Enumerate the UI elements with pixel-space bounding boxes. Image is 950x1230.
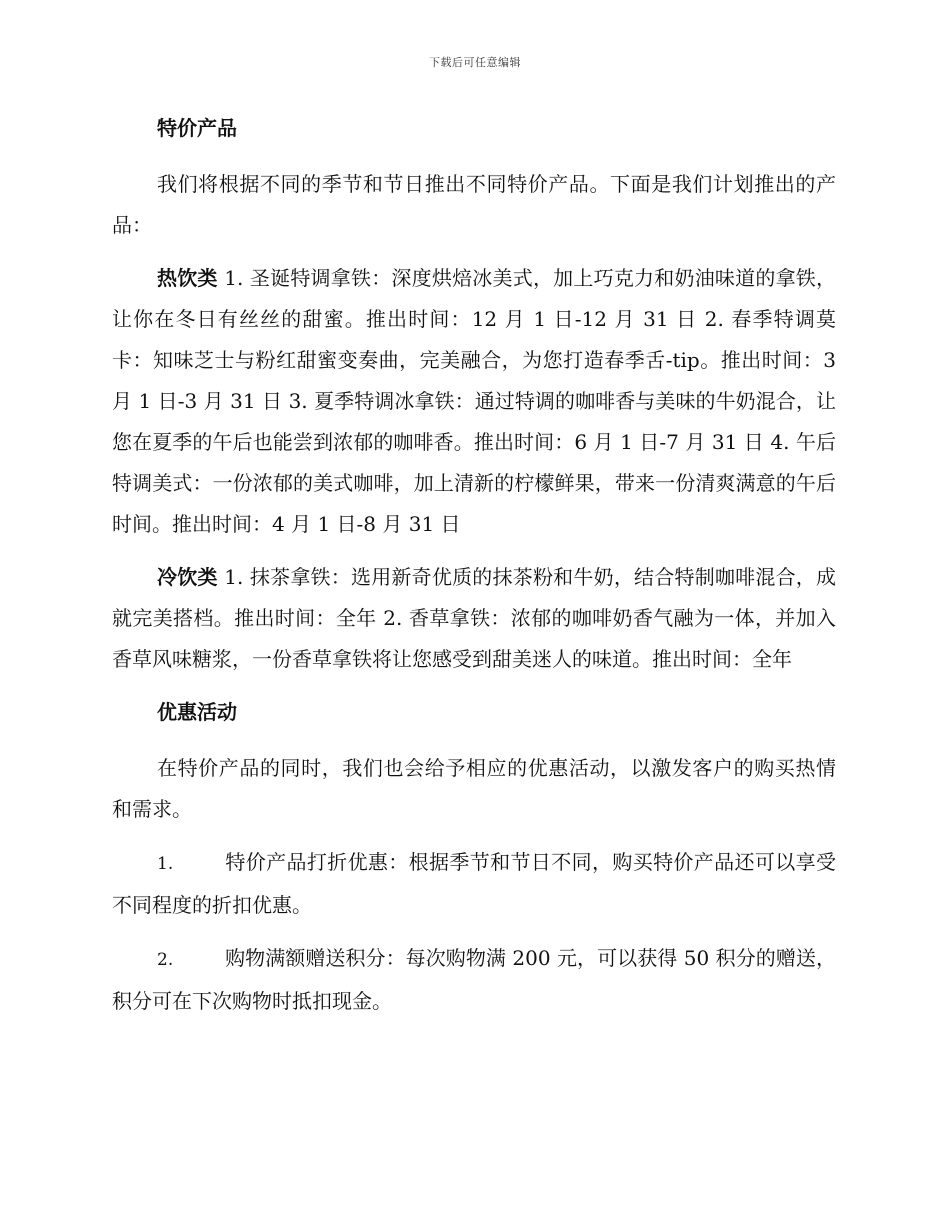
- section-title-special-products: 特价产品: [157, 116, 237, 140]
- promotion-item-2: [112, 938, 836, 1022]
- special-products-intro: 我们将根据不同的季节和节日推出不同特价产品。下面是我们计划推出的产品：: [112, 172, 836, 237]
- promotion-item-1-text: 特价产品打折优惠：根据季节和节日不同，购买特价产品还可以享受不同程度的折扣优惠。: [112, 850, 836, 917]
- promotion-item-1-number: 1.: [157, 854, 174, 874]
- document-body: [112, 108, 836, 1034]
- promotion-item-1: [112, 842, 836, 926]
- promotion-item-2-text: 购物满额赠送积分：每次购物满 200 元，可以获得 50 积分的赠送，积分可在下次购物时抵扣现金。: [112, 946, 836, 1013]
- section-title-promotions: 优惠活动: [157, 700, 237, 724]
- hot-drinks-text: 1. 圣诞特调拿铁：深度烘焙冰美式，加上巧克力和奶油味道的拿铁，让你在冬日有丝丝的甜蜜。推出时间：12 月 1 日-12 月 31 日 2. 春季特调莫卡：知味芝士与粉红甜蜜变奏曲，完美融合，为您打造春季舌-tip。推出时间：3 月 1 日-3 月 31 日 3. 夏季特调冰拿铁：通过特调的咖啡香与美味的牛奶混合，让您在夏季的午后也能尝到浓郁的咖啡香。推出时间：6 月 1 日-7 月 31 日 4. 午后特调美式：一份浓郁的美式咖啡，加上清新的柠檬鲜果，带来一份清爽满意的午后时间。推出时间：4 月 1 日-8 月 31 日: [112, 266, 837, 536]
- cold-drinks-text: 1. 抹茶拿铁：选用新奇优质的抹茶粉和牛奶，结合特制咖啡混合，成就完美搭档。推出时间：全年 2. 香草拿铁：浓郁的咖啡奶香气融为一体，并加入香草风味糖浆，一份香草拿铁将让您感受到甜美迷人的味道。推出时间：全年: [112, 565, 837, 671]
- hot-drinks-paragraph: [112, 258, 836, 545]
- promotions-intro: 在特价产品的同时，我们也会给予相应的优惠活动，以激发客户的购买热情和需求。: [112, 756, 836, 821]
- cold-drinks-paragraph: [112, 557, 836, 680]
- promotion-item-2-number: 2.: [157, 950, 174, 970]
- cold-drinks-label: 冷饮类: [157, 565, 218, 589]
- header-note: 下载后可任意编辑: [429, 56, 521, 69]
- hot-drinks-label: 热饮类: [157, 266, 218, 290]
